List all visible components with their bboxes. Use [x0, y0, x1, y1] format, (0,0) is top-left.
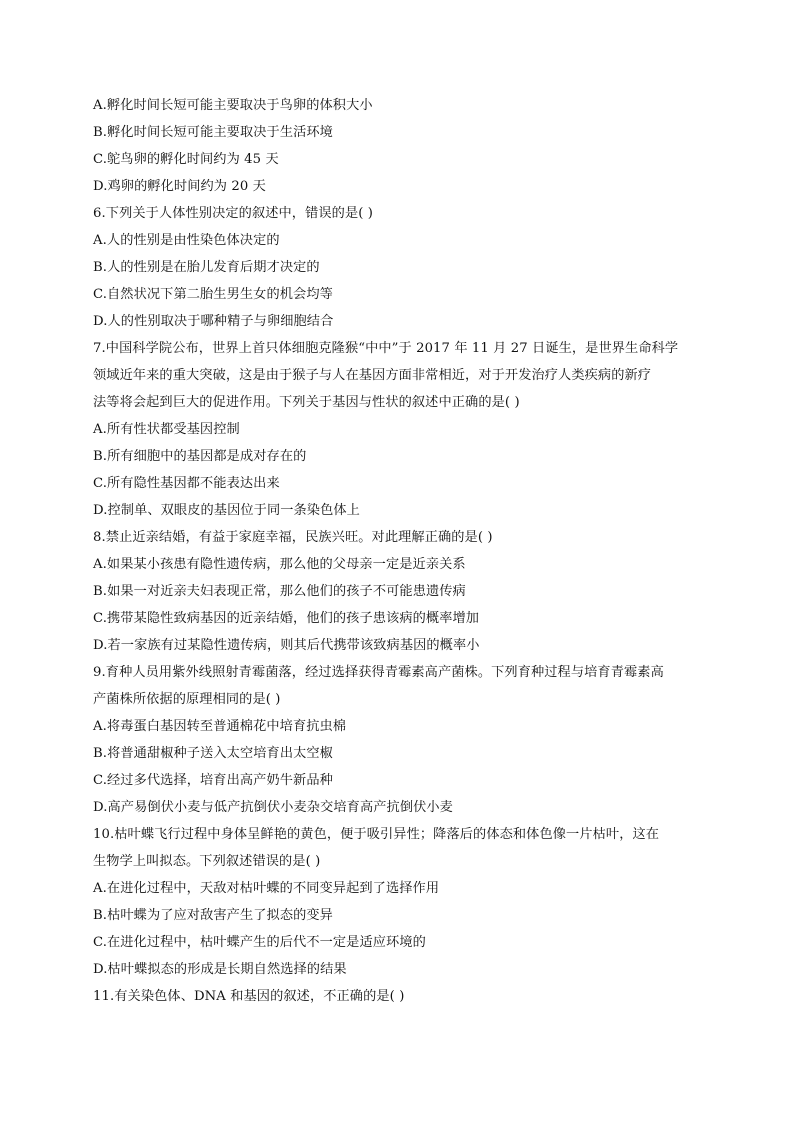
text-line: A.将毒蛋白基因转至普通棉花中培育抗虫棉 [93, 719, 347, 734]
text-line: 法等将会起到巨大的促进作用。下列关于基因与性状的叙述中正确的是( ) [93, 395, 520, 410]
text-line: A.孵化时间长短可能主要取决于鸟卵的体积大小 [93, 98, 373, 113]
text-line: C.携带某隐性致病基因的近亲结婚，他们的孩子患该病的概率增加 [93, 611, 480, 626]
text-line: B.枯叶蝶为了应对敌害产生了拟态的变异 [93, 908, 333, 923]
text-line: D.高产易倒伏小麦与低产抗倒伏小麦杂交培育高产抗倒伏小麦 [93, 800, 453, 815]
text-line: D.鸡卵的孵化时间约为 20 天 [93, 179, 266, 194]
text-line: D.若一家族有过某隐性遗传病，则其后代携带该致病基因的概率小 [93, 638, 480, 653]
text-line: 生物学上叫拟态。下列叙述错误的是( ) [93, 854, 321, 869]
text-line: C.自然状况下第二胎生男生女的机会均等 [93, 287, 333, 302]
text-line: D.控制单、双眼皮的基因位于同一条染色体上 [93, 503, 360, 518]
text-line: B.将普通甜椒种子送入太空培育出太空椒 [93, 746, 333, 761]
text-line: A.人的性别是由性染色体决定的 [93, 233, 280, 248]
question-9: 9.育种人员用紫外线照射青霉菌落，经过选择获得青霉素高产菌株。下列育种过程与培育青霉素高 [93, 665, 664, 680]
text-line: A.在进化过程中，天敌对枯叶蝶的不同变异起到了选择作用 [93, 881, 440, 896]
text-line: D.人的性别取决于哪种精子与卵细胞结合 [93, 314, 334, 329]
text-line: C.所有隐性基因都不能表达出来 [93, 476, 280, 491]
text-line: D.枯叶蝶拟态的形成是长期自然选择的结果 [93, 962, 347, 977]
text-line: C.在进化过程中，枯叶蝶产生的后代不一定是适应环境的 [93, 935, 426, 950]
question-7: 7.中国科学院公布，世界上首只体细胞克隆猴“中中”于 2017 年 11 月 27 日诞生，是世界生命科学 [93, 341, 679, 356]
text-line: B.孵化时间长短可能主要取决于生活环境 [93, 125, 333, 140]
text-line: A.所有性状都受基因控制 [93, 422, 240, 437]
question-6: 6.下列关于人体性别决定的叙述中，错误的是( ) [93, 206, 374, 221]
text-line: B.如果一对近亲夫妇表现正常，那么他们的孩子不可能患遗传病 [93, 584, 466, 599]
text-line: 产菌株所依据的原理相同的是( ) [93, 692, 281, 707]
question-11: 11.有关染色体、DNA 和基因的叙述，不正确的是( ) [93, 989, 405, 1004]
document-page [93, 92, 703, 1010]
text-line: 领域近年来的重大突破，这是由于猴子与人在基因方面非常相近，对于开发治疗人类疾病的新疗 [93, 368, 652, 383]
question-8: 8.禁止近亲结婚，有益于家庭幸福，民族兴旺。对此理解正确的是( ) [93, 530, 493, 545]
text-line: B.人的性别是在胎儿发育后期才决定的 [93, 260, 320, 275]
text-line: C.经过多代选择，培育出高产奶牛新品种 [93, 773, 333, 788]
text-line: C.鸵鸟卵的孵化时间约为 45 天 [93, 152, 279, 167]
text-line: A.如果某小孩患有隐性遗传病，那么他的父母亲一定是近亲关系 [93, 557, 466, 572]
question-10: 10.枯叶蝶飞行过程中身体呈鲜艳的黄色，便于吸引异性；降落后的体态和体色像一片枯叶，这在 [93, 827, 660, 842]
text-line: B.所有细胞中的基因都是成对存在的 [93, 449, 307, 464]
